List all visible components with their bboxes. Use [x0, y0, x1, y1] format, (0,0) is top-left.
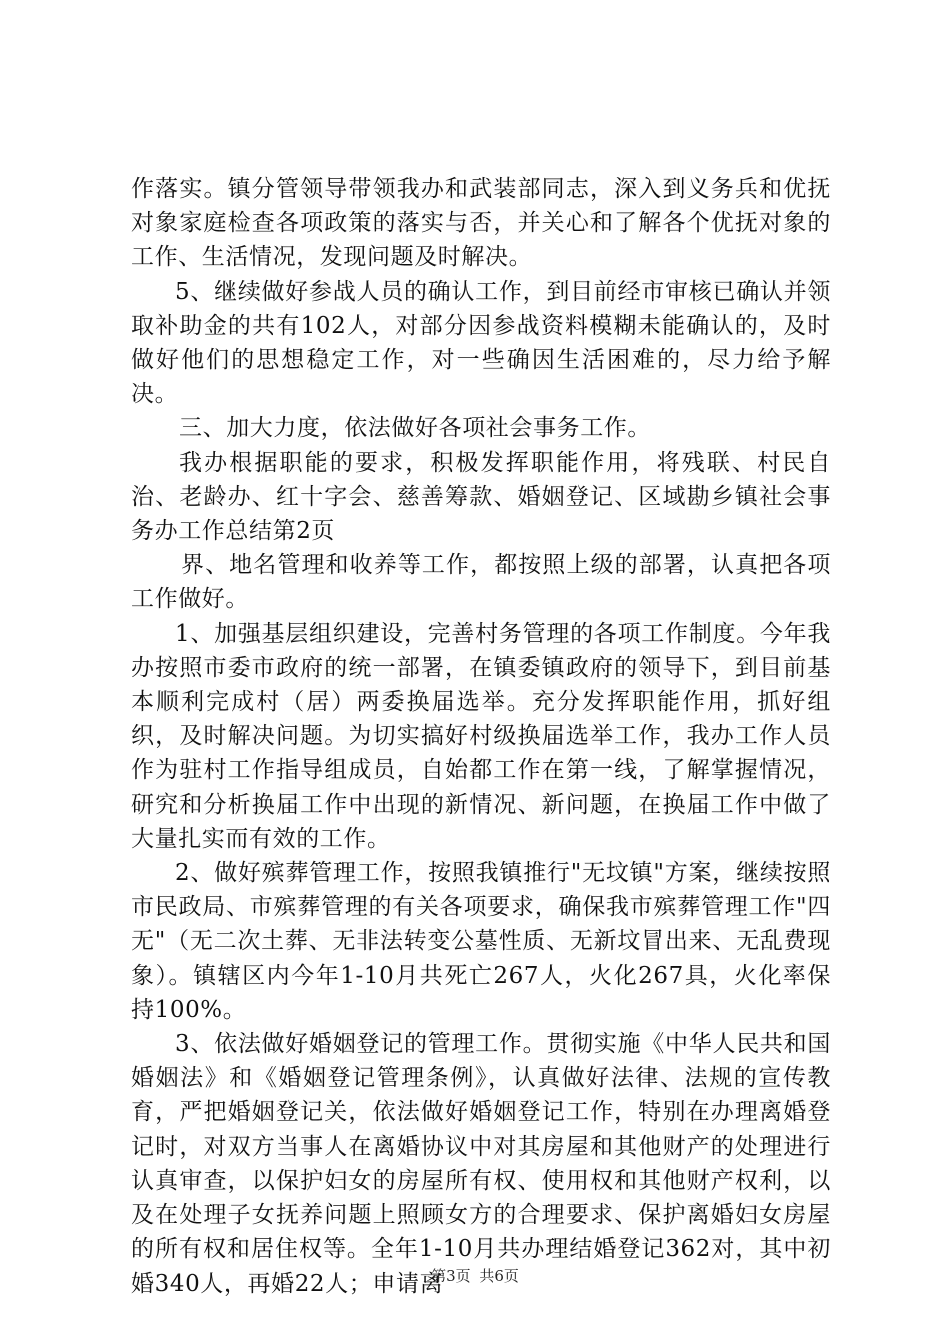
paragraph-section-intro: 我办根据职能的要求，积极发挥职能作用，将残联、村民自治、老龄办、红十字会、慈善筹款、婚姻登记、区域勘乡镇社会事务办工作总结第2页 — [131, 449, 831, 545]
paragraph-item-1: 1、加强基层组织建设，完善村务管理的各项工作制度。今年我办按照市委市政府的统一部署，在镇委镇政府的领导下，到目前基本顺利完成村（居）两委换届选举。充分发挥职能作用，抓好组织，及时解决问题。为切实搞好村级换届选举工作，我办工作人员作为驻村工作指导组成员，自始都工作在第一线，了解掌握情况，研究和分析换届工作中出现的新情况、新问题，在换届工作中做了大量扎实而有效的工作。 — [131, 620, 831, 852]
section-heading-3: 三、加大力度，依法做好各项社会事务工作。 — [179, 415, 651, 442]
page-number: 第3页 — [431, 1267, 471, 1285]
page-footer — [0, 1266, 950, 1286]
paragraph-item-3: 3、依法做好婚姻登记的管理工作。贯彻实施《中华人民共和国婚姻法》和《婚姻登记管理条例》，认真做好法律、法规的宣传教育，严把婚姻登记关，依法做好婚姻登记工作，特别在办理离婚登记时，对双方当事人在离婚协议中对其房屋和其他财产的处理进行认真审查，以保护妇女的房屋所有权、使用权和其他财产权利，以及在处理子女抚养问题上照顾女方的合理要求、保护离婚妇女房屋的所有权和居住权等。全年1-10月共办理结婚登记362对，其中初婚340人，再婚22人；申请离 — [131, 1031, 831, 1297]
paragraph-section-intro-continued: 界、地名管理和收养等工作，都按照上级的部署，认真把各项工作做好。 — [131, 552, 831, 613]
paragraph-item-2: 2、做好殡葬管理工作，按照我镇推行"无坟镇"方案，继续按照市民政局、市殡葬管理的有关各项要求，确保我市殡葬管理工作"四无"（无二次土葬、无非法转变公墓性质、无新坟冒出来、无乱费现象）。镇辖区内今年1-10月共死亡267人，火化267具，火化率保持100%。 — [131, 860, 831, 1023]
page-total: 共6页 — [479, 1267, 519, 1285]
document-body — [131, 172, 831, 1301]
paragraph-item-5: 5、继续做好参战人员的确认工作，到目前经市审核已确认并领取补助金的共有102人，对部分因参战资料模糊未能确认的，及时做好他们的思想稳定工作，对一些确因生活困难的，尽力给予解决。 — [131, 278, 831, 408]
paragraph-continuation: 作落实。镇分管领导带领我办和武装部同志，深入到义务兵和优抚对象家庭检查各项政策的落实与否，并关心和了解各个优抚对象的工作、生活情况，发现问题及时解决。 — [131, 176, 831, 271]
